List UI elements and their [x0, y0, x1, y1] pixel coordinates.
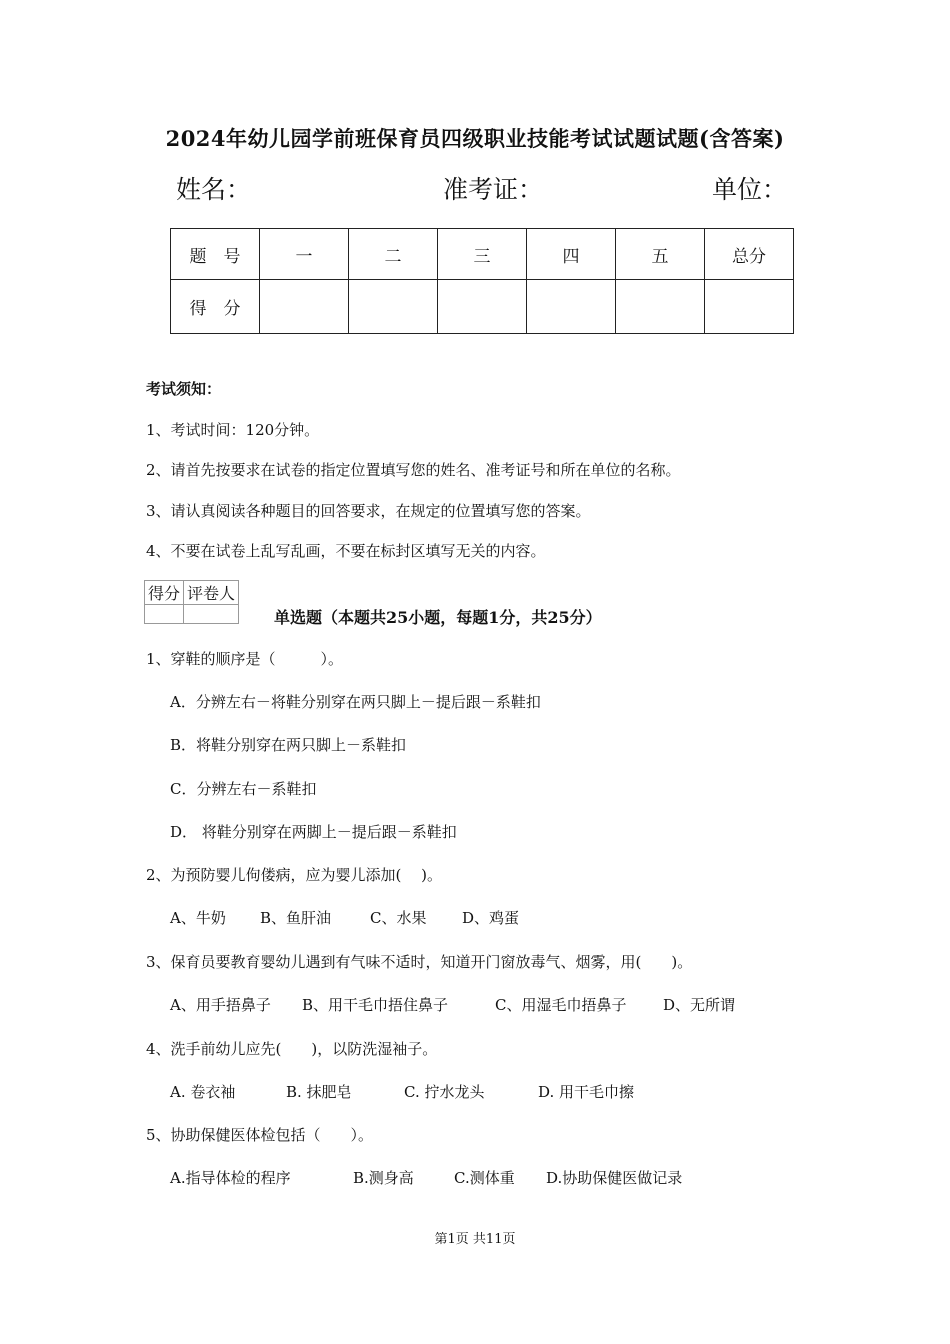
- question-2-option-c: C、水果: [370, 909, 427, 927]
- page-footer: 第1页 共11页: [434, 1232, 516, 1247]
- question-3-stem: 3、保育员要教育婴幼儿遇到有气味不适时，知道开门窗放毒气、烟雾，用( )。: [146, 953, 693, 971]
- score-table: [170, 228, 794, 334]
- question-1-option-a: A．分辨左右－将鞋分别穿在两只脚上－提后跟－系鞋扣: [170, 693, 541, 711]
- notes-heading: 考试须知：: [146, 380, 222, 398]
- question-2-option-d: D、鸡蛋: [462, 909, 520, 927]
- question-5-option-b: B.测身高: [353, 1169, 414, 1187]
- score-cell-1[interactable]: [260, 280, 349, 334]
- question-3-option-d: D、无所谓: [663, 996, 736, 1014]
- score-cell-4[interactable]: [527, 280, 616, 334]
- page-title: 2024年幼儿园学前班保育员四级职业技能考试试题试题(含答案): [165, 126, 785, 151]
- question-4-option-c: C. 拧水龙头: [404, 1083, 485, 1101]
- question-2-stem: 2、为预防婴儿佝偻病，应为婴儿添加( )。: [146, 866, 443, 884]
- score-cell-3[interactable]: [438, 280, 527, 334]
- header-cell-question-no: 题 号: [171, 229, 260, 280]
- question-3-option-a: A、用手捂鼻子: [170, 996, 271, 1014]
- section-title: 单选题（本题共25小题，每题1分，共25分）: [274, 608, 602, 627]
- note-item-1: 1、考试时间：120分钟。: [146, 421, 320, 439]
- question-1-stem: 1、穿鞋的顺序是（ ）。: [146, 650, 344, 668]
- question-4-option-b: B. 抹肥皂: [286, 1083, 352, 1101]
- question-3-option-b: B、用干毛巾捂住鼻子: [302, 996, 449, 1014]
- header-cell-4: 四: [527, 229, 616, 280]
- question-5-stem: 5、协助保健医体检包括（ ）。: [146, 1126, 374, 1144]
- header-cell-total: 总分: [705, 229, 794, 280]
- note-item-4: 4、不要在试卷上乱写乱画，不要在标封区填写无关的内容。: [146, 542, 546, 560]
- question-1-option-b: B．将鞋分别穿在两只脚上－系鞋扣: [170, 736, 407, 754]
- grader-score-cell[interactable]: [145, 605, 184, 624]
- score-cell-5[interactable]: [616, 280, 705, 334]
- question-5-option-a: A.指导体检的程序: [170, 1169, 291, 1187]
- question-2-option-b: B、鱼肝油: [260, 909, 332, 927]
- header-cell-1: 一: [260, 229, 349, 280]
- exam-id-field-label: 准考证：: [443, 175, 544, 204]
- header-cell-3: 三: [438, 229, 527, 280]
- score-table-score-row: [171, 280, 794, 334]
- grader-box: [144, 580, 239, 624]
- score-row-label: 得 分: [171, 280, 260, 334]
- score-table-header-row: [171, 229, 794, 280]
- question-5-option-d: D.协助保健医做记录: [546, 1169, 683, 1187]
- header-cell-5: 五: [616, 229, 705, 280]
- header-cell-2: 二: [349, 229, 438, 280]
- grader-score-label: 得分: [145, 581, 184, 605]
- question-4-option-d: D. 用干毛巾擦: [538, 1083, 635, 1101]
- question-4-option-a: A. 卷衣袖: [170, 1083, 236, 1101]
- question-5-option-c: C.测体重: [454, 1169, 515, 1187]
- question-2-option-a: A、牛奶: [170, 909, 226, 927]
- grader-reviewer-cell[interactable]: [184, 605, 239, 624]
- score-cell-total[interactable]: [705, 280, 794, 334]
- question-4-stem: 4、洗手前幼儿应先( )，以防洗湿袖子。: [146, 1040, 438, 1058]
- name-field-label: 姓名：: [176, 175, 252, 204]
- note-item-2: 2、请首先按要求在试卷的指定位置填写您的姓名、准考证号和所在单位的名称。: [146, 461, 681, 479]
- question-3-option-c: C、用湿毛巾捂鼻子: [495, 996, 627, 1014]
- grader-reviewer-label: 评卷人: [184, 581, 239, 605]
- question-1-option-d: D． 将鞋分别穿在两脚上－提后跟－系鞋扣: [170, 823, 457, 841]
- unit-field-label: 单位：: [712, 175, 788, 204]
- note-item-3: 3、请认真阅读各种题目的回答要求，在规定的位置填写您的答案。: [146, 502, 591, 520]
- score-cell-2[interactable]: [349, 280, 438, 334]
- question-1-option-c: C．分辨左右－系鞋扣: [170, 780, 317, 798]
